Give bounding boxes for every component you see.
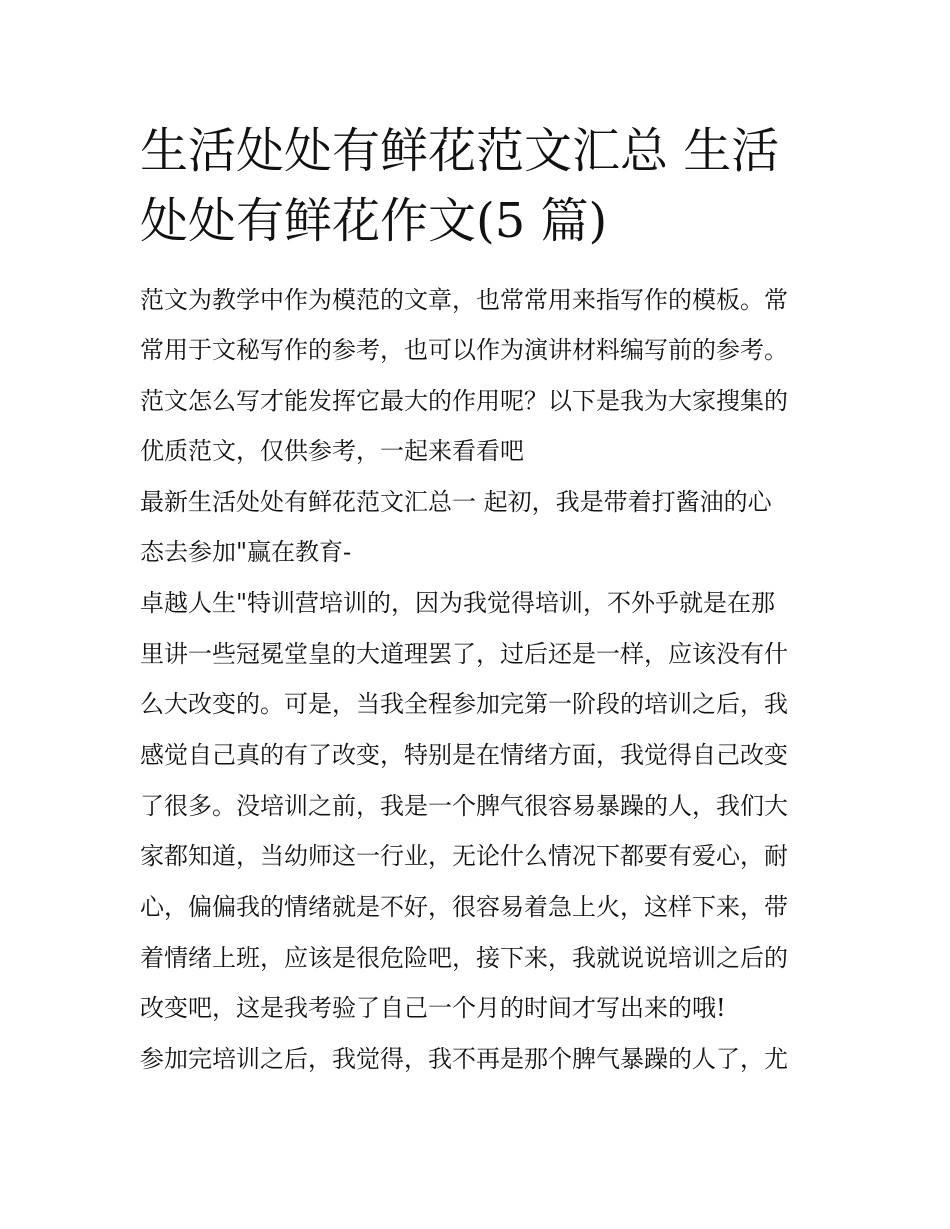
document-title — [140, 116, 820, 256]
body-line-15: 改变吧，这是我考验了自己一个月的时间才写出来的哦! — [140, 994, 726, 1022]
title-line-2: 处处有鲜花作文(5 篇) — [140, 193, 608, 249]
body-line-11: 了很多。没培训之前，我是一个脾气很容易暴躁的人，我们大 — [140, 792, 788, 820]
body-line-16: 参加完培训之后，我觉得，我不再是那个脾气暴躁的人了，尤 — [140, 1045, 788, 1073]
body-line-13: 心，偏偏我的情绪就是不好，很容易着急上火，这样下来，带 — [140, 893, 788, 921]
body-line-3: 范文怎么写才能发挥它最大的作用呢？以下是我为大家搜集的 — [140, 387, 788, 415]
body-line-4: 优质范文，仅供参考，一起来看看吧 — [140, 437, 524, 465]
body-line-1: 范文为教学中作为模范的文章，也常常用来指写作的模板。常 — [140, 286, 788, 314]
title-line-1: 生活处处有鲜花范文汇总 生活 — [140, 123, 780, 179]
body-line-14: 着情绪上班，应该是很危险吧，接下来，我就说说培训之后的 — [140, 944, 788, 972]
body-line-10: 感觉自己真的有了改变，特别是在情绪方面，我觉得自己改变 — [140, 741, 788, 769]
body-line-5: 最新生活处处有鲜花范文汇总一 起初，我是带着打酱油的心 — [140, 488, 772, 516]
body-line-12: 家都知道，当幼师这一行业，无论什么情况下都要有爱心，耐 — [140, 842, 788, 870]
body-line-2: 常用于文秘写作的参考，也可以作为演讲材料编写前的参考。 — [140, 336, 788, 364]
body-line-9: 么大改变的。可是，当我全程参加完第一阶段的培训之后，我 — [140, 690, 788, 718]
body-line-8: 里讲一些冠冕堂皇的大道理罢了，过后还是一样，应该没有什 — [140, 640, 788, 668]
body-line-6: 态去参加"赢在教育- — [140, 538, 352, 566]
body-line-7: 卓越人生"特训营培训的，因为我觉得培训，不外乎就是在那 — [140, 589, 776, 617]
